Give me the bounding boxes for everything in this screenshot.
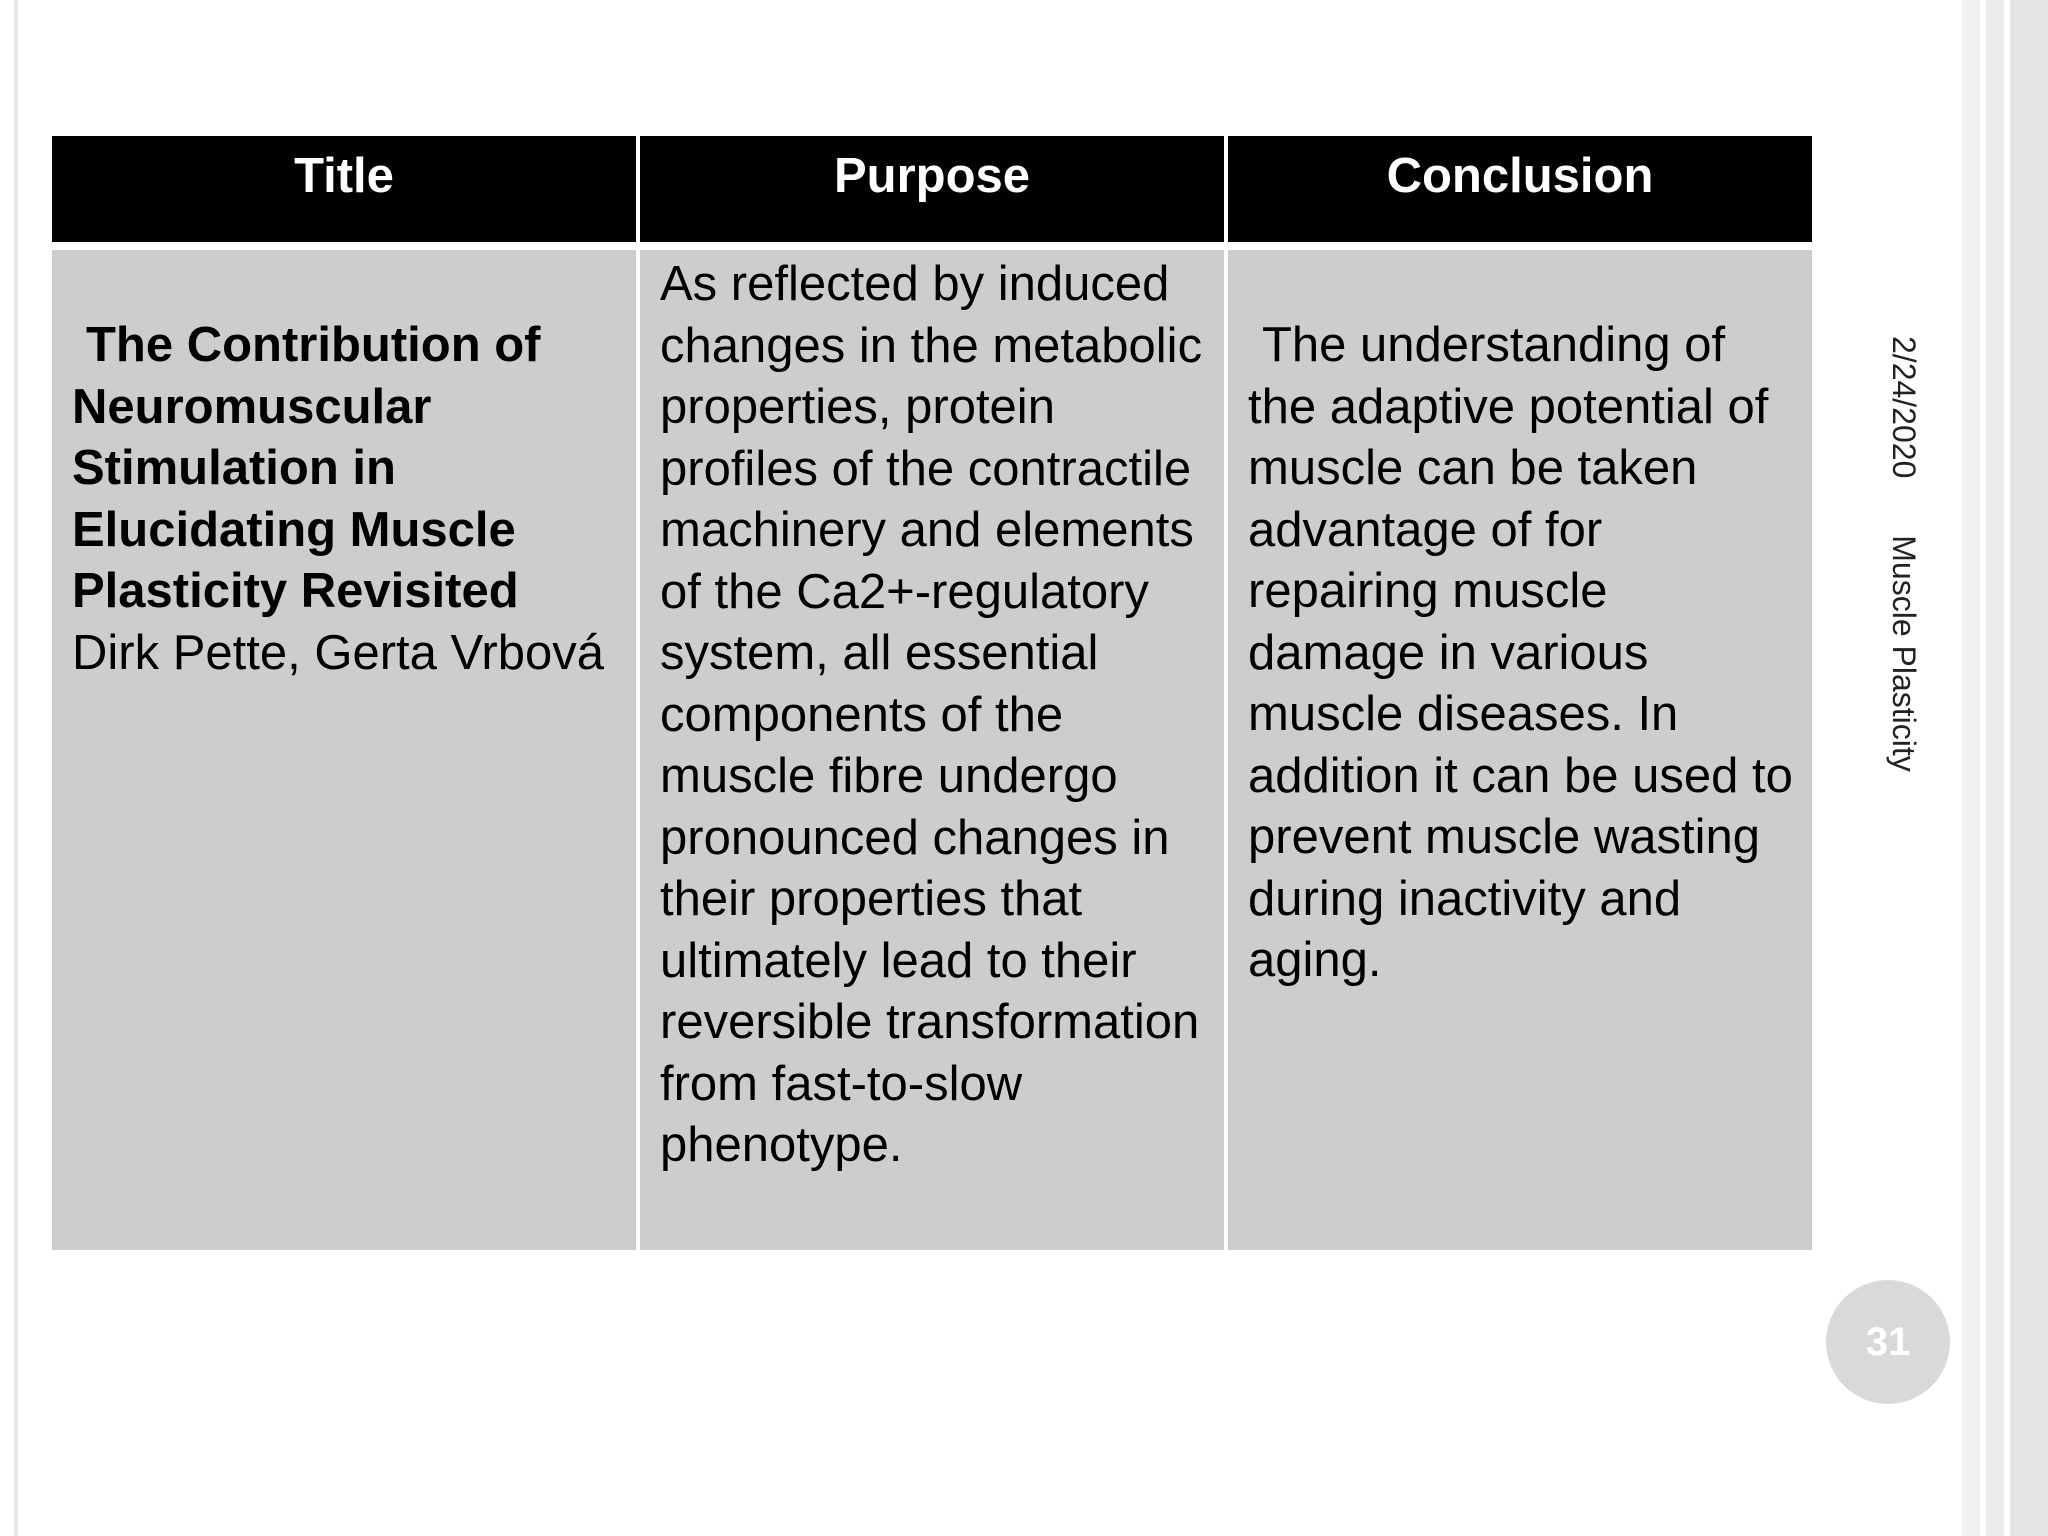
header-title: Title xyxy=(52,136,636,242)
header-purpose: Purpose xyxy=(640,136,1224,242)
header-conclusion: Conclusion xyxy=(1228,136,1812,242)
paper-title: The Contribution of Neuromuscular Stimulation in Elucidating Muscle Plasticity Revisited xyxy=(72,318,541,618)
purpose-text: As reflected by induced changes in the metabolic properties, protein profiles of the contractile machinery and elements of the Ca2+-regulatory system, all essential components of the muscle fibre undergo pronounced changes in their properties that ultimately lead to their reversible transformation from fast-to-slow phenotype. xyxy=(660,257,1203,1172)
left-rule xyxy=(14,0,18,1536)
cell-purpose xyxy=(640,250,1224,1250)
footer-date: 2/24/2020 xyxy=(1886,336,1922,479)
table-row xyxy=(52,250,1812,1250)
right-decor-band xyxy=(1962,0,1980,1536)
right-decor-band xyxy=(1986,0,2004,1536)
conclusion-text: The understanding of the adaptive potential of muscle can be taken advantage of for repairing muscle damage in various muscle diseases. In addition it can be used to prevent muscle wasting during inactivity and aging. xyxy=(1248,318,1793,987)
summary-table xyxy=(48,128,1816,1258)
cell-conclusion xyxy=(1228,250,1812,1250)
paper-authors: Dirk Pette, Gerta Vrbová xyxy=(72,625,604,680)
page-number-badge: 31 xyxy=(1826,1280,1950,1404)
table-header-row xyxy=(52,136,1812,242)
footer-title: Muscle Plasticity xyxy=(1886,535,1922,772)
vertical-footer xyxy=(1885,336,1922,772)
right-decor-band xyxy=(2010,0,2048,1536)
cell-title xyxy=(52,250,636,1250)
